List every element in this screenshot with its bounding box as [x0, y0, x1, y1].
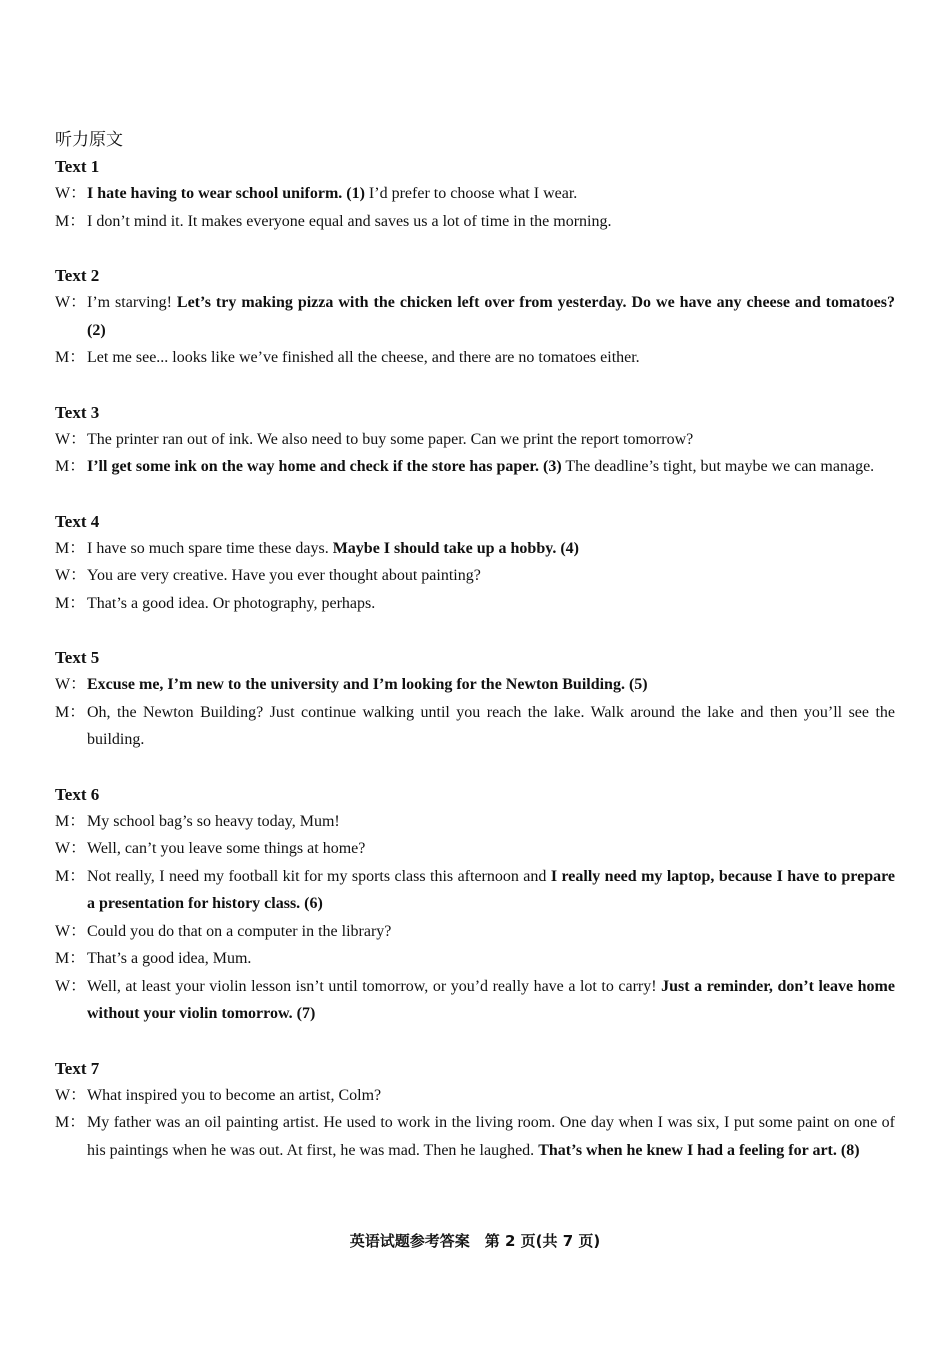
- dialogue-text: The printer ran out of ink. We also need to buy some paper. Can we print the report tomorrow?: [87, 430, 694, 448]
- speaker-label: M：: [55, 349, 86, 366]
- dialogue-line: [55, 1109, 895, 1164]
- answer-key-sentence: Just a reminder, don’t leave home without your violin tomorrow. (7): [87, 977, 895, 1022]
- text-section: [55, 153, 895, 235]
- dialogue-text: Well, can’t you leave some things at home?: [87, 840, 366, 857]
- speaker-label: W：: [55, 676, 87, 693]
- text-title: Text 6: [55, 784, 100, 804]
- speaker-label: W：: [55, 922, 87, 940]
- text-section: [55, 781, 895, 1028]
- speaker-label: W：: [55, 430, 87, 448]
- dialogue-text: Well, at least your violin lesson isn’t until tomorrow, or you’d really have a lot to carry!: [87, 977, 662, 995]
- page-footer: 英语试题参考答案 第 2 页(共 7 页): [349, 1232, 601, 1250]
- text-title: Text 5: [55, 648, 100, 667]
- dialogue-text: That’s a good idea. Or photography, perhaps.: [87, 594, 376, 612]
- speaker-label: M：: [55, 703, 86, 721]
- speaker-label: W：: [55, 185, 87, 202]
- dialogue-line: [55, 453, 895, 481]
- speaker-label: M：: [55, 539, 86, 557]
- dialogue-line: [55, 835, 895, 863]
- speaker-label: W：: [55, 840, 87, 857]
- dialogue-line: [55, 863, 895, 918]
- transcript-page: [55, 127, 895, 1191]
- dialogue-text: Let me see... looks like we’ve finished all the cheese, and there are no tomatoes either.: [87, 349, 640, 366]
- answer-key-sentence: That’s when he knew I had a feeling for art. (8): [538, 1141, 860, 1159]
- dialogue-text: The deadline’s tight, but maybe we can manage.: [561, 458, 875, 475]
- answer-key-sentence: Let’s try making pizza with the chicken left over from yesterday. Do we have any cheese and tomatoes? (2): [87, 294, 895, 339]
- answer-key-sentence: Excuse me, I’m new to the university and I’m looking for the Newton Building. (5): [87, 676, 648, 693]
- dialogue-text: Not really, I need my football kit for my sports class this afternoon and: [87, 867, 551, 885]
- text-title: Text 7: [55, 1058, 100, 1078]
- speaker-label: M：: [55, 1114, 86, 1131]
- speaker-label: M：: [55, 812, 86, 830]
- speaker-label: M：: [55, 458, 86, 475]
- transcript-sections: [55, 153, 895, 1164]
- text-title: Text 2: [55, 266, 100, 285]
- dialogue-line: [55, 426, 895, 454]
- dialogue-text: My school bag’s so heavy today, Mum!: [87, 812, 340, 830]
- dialogue-text: Oh, the Newton Building? Just continue walking until you reach the lake. Walk around the lake and then you’ll see the building.: [87, 703, 895, 748]
- text-section: [55, 1055, 895, 1165]
- dialogue-line: [55, 945, 895, 973]
- text-section: [55, 262, 895, 372]
- answer-key-sentence: Maybe I should take up a hobby. (4): [332, 539, 579, 557]
- text-title: Text 1: [55, 157, 100, 176]
- dialogue-text: That’s a good idea, Mum.: [87, 950, 252, 967]
- dialogue-text: I’d prefer to choose what I wear.: [364, 185, 578, 202]
- dialogue-text: What inspired you to become an artist, Colm?: [87, 1086, 382, 1104]
- dialogue-line: [55, 180, 895, 208]
- dialogue-text: Could you do that on a computer in the library?: [87, 922, 392, 940]
- dialogue-text: I have so much spare time these days.: [87, 539, 333, 557]
- dialogue-line: [55, 535, 895, 563]
- dialogue-line: [55, 808, 895, 836]
- dialogue-text: I’m starving!: [87, 294, 177, 311]
- dialogue-text: You are very creative. Have you ever thought about painting?: [87, 567, 481, 584]
- document-heading: 听力原文: [55, 130, 123, 150]
- dialogue-line: [55, 562, 895, 590]
- answer-key-sentence: I hate having to wear school uniform. (1): [87, 185, 365, 202]
- speaker-label: M：: [55, 867, 86, 885]
- text-section: [55, 508, 895, 618]
- answer-key-sentence: I’ll get some ink on the way home and check if the store has paper. (3): [87, 458, 562, 475]
- text-section: [55, 399, 895, 481]
- dialogue-line: [55, 289, 895, 344]
- text-title: Text 3: [55, 402, 100, 422]
- dialogue-line: [55, 344, 895, 372]
- speaker-label: W：: [55, 1086, 87, 1104]
- dialogue-line: [55, 671, 895, 699]
- speaker-label: M：: [55, 594, 86, 612]
- speaker-label: M：: [55, 212, 86, 230]
- dialogue-line: [55, 973, 895, 1028]
- speaker-label: W：: [55, 294, 87, 311]
- dialogue-line: [55, 918, 895, 946]
- text-section: [55, 644, 895, 754]
- answer-key-sentence: I really need my laptop, because I have to prepare a presentation for history class. (6): [87, 867, 896, 912]
- dialogue-line: [55, 208, 895, 236]
- dialogue-text: I don’t mind it. It makes everyone equal and saves us a lot of time in the morning.: [87, 212, 612, 230]
- speaker-label: W：: [55, 977, 87, 995]
- speaker-label: W：: [55, 567, 87, 584]
- dialogue-text: My father was an oil painting artist. He used to work in the living room. One day when I was six, I put some paint on one of his paintings when he was out. At first, he was mad. Then he laughed.: [87, 1114, 895, 1159]
- text-title: Text 4: [55, 511, 100, 531]
- speaker-label: M：: [55, 950, 86, 967]
- dialogue-line: [55, 699, 895, 754]
- dialogue-line: [55, 1082, 895, 1110]
- dialogue-line: [55, 590, 895, 618]
